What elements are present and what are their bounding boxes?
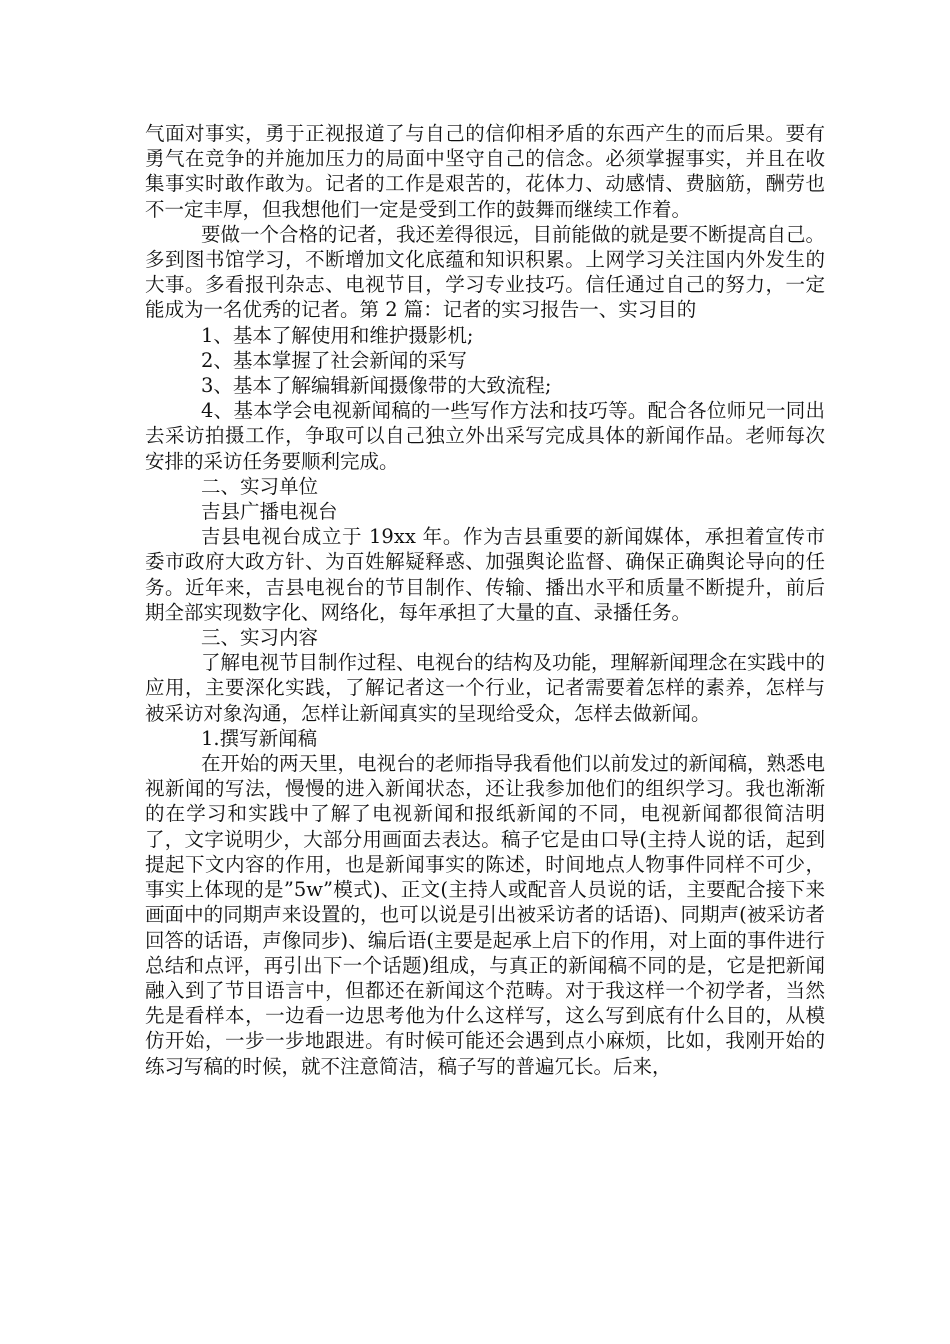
section-heading: 三、实习内容 bbox=[201, 626, 319, 650]
paragraph: 要做一个合格的记者，我还差得很远，目前能做的就是要不断提高自己。多到图书馆学习，不断增加文化底蕴和知识积累。上网学习关注国内外发生的大事。多看报刊杂志、电视节目，学习专业技巧。信任通过自己的努力，一定能成为一名优秀的记者。第 2 篇：记者的实习报告一、实习目的 bbox=[145, 222, 826, 322]
list-item: 4、基本学会电视新闻稿的一些写作方法和技巧等。配合各位师兄一同出去采访拍摄工作，争取可以自己独立外出采写完成具体的新闻作品。老师每次安排的采访任务要顺利完成。 bbox=[145, 399, 825, 473]
paragraph: 气面对事实，勇于正视报道了与自己的信仰相矛盾的东西产生的而后果。要有勇气在竞争的并施加压力的局面中坚守自己的信念。必须掌握事实，并且在收集事实时敢作敢为。记者的工作是艰苦的，花体力、动感情、费脑筋，酬劳也不一定丰厚，但我想他们一定是受到工作的鼓舞而继续工作着。 bbox=[145, 122, 825, 221]
list-item: 1、基本了解使用和维护摄影机; bbox=[201, 323, 474, 347]
paragraph: 吉县电视台成立于 19xx 年。作为吉县重要的新闻媒体，承担着宣传市委市政府大政方针、为百姓解疑释惑、加强舆论监督、确保正确舆论导向的任务。近年来，吉县电视台的节目制作、传输、播出水平和质量不断提升，前后期全部实现数字化、网络化，每年承担了大量的直、录播任务。 bbox=[145, 525, 825, 624]
list-item: 2、基本掌握了社会新闻的采写 bbox=[201, 348, 467, 372]
list-item: 3、基本了解编辑新闻摄像带的大致流程; bbox=[201, 374, 552, 398]
section-heading: 二、实习单位 bbox=[201, 474, 319, 498]
subsection-heading: 1.撰写新闻稿 bbox=[201, 726, 318, 750]
paragraph: 在开始的两天里，电视台的老师指导我看他们以前发过的新闻稿，熟悉电视新闻的写法，慢慢的进入新闻状态，还让我参加他们的组织学习。我也渐渐的在学习和实践中了解了电视新闻和报纸新闻的不同，电视新闻都很简洁明了，文字说明少，大部分用画面去表达。稿子它是由口导(主持人说的话，起到提起下文内容的作用，也是新闻事实的陈述，时间地点人物事件同样不可少，事实上体现的是”5w”模式)、正文(主持人或配音人员说的话，主要配合接下来画面中的同期声来设置的，也可以说是引出被采访者的话语)、同期声(被采访者回答的话语，声像同步)、编后语(主要是起承上启下的作用，对上面的事件进行总结和点评，再引出下一个话题)组成，与真正的新闻稿不同的是，它是把新闻融入到了节目语言中，但都还在新闻这个范畴。对于我这样一个初学者，当然先是看样本，一边看一边思考他为什么这样写，这么写到底有什么目的，从模仿开始，一步一步地跟进。有时候可能还会遇到点小麻烦，比如，我刚开始的练习写稿的时候，就不注意简洁，稿子写的普遍冗长。后来， bbox=[145, 752, 826, 1078]
paragraph: 了解电视节目制作过程、电视台的结构及功能，理解新闻理念在实践中的应用，主要深化实践，了解记者这一个行业，记者需要着怎样的素养，怎样与被采访对象沟通，怎样让新闻真实的呈现给受众，怎样去做新闻。 bbox=[145, 651, 826, 725]
document-body bbox=[145, 121, 825, 1079]
paragraph: 吉县广播电视台 bbox=[201, 500, 338, 524]
